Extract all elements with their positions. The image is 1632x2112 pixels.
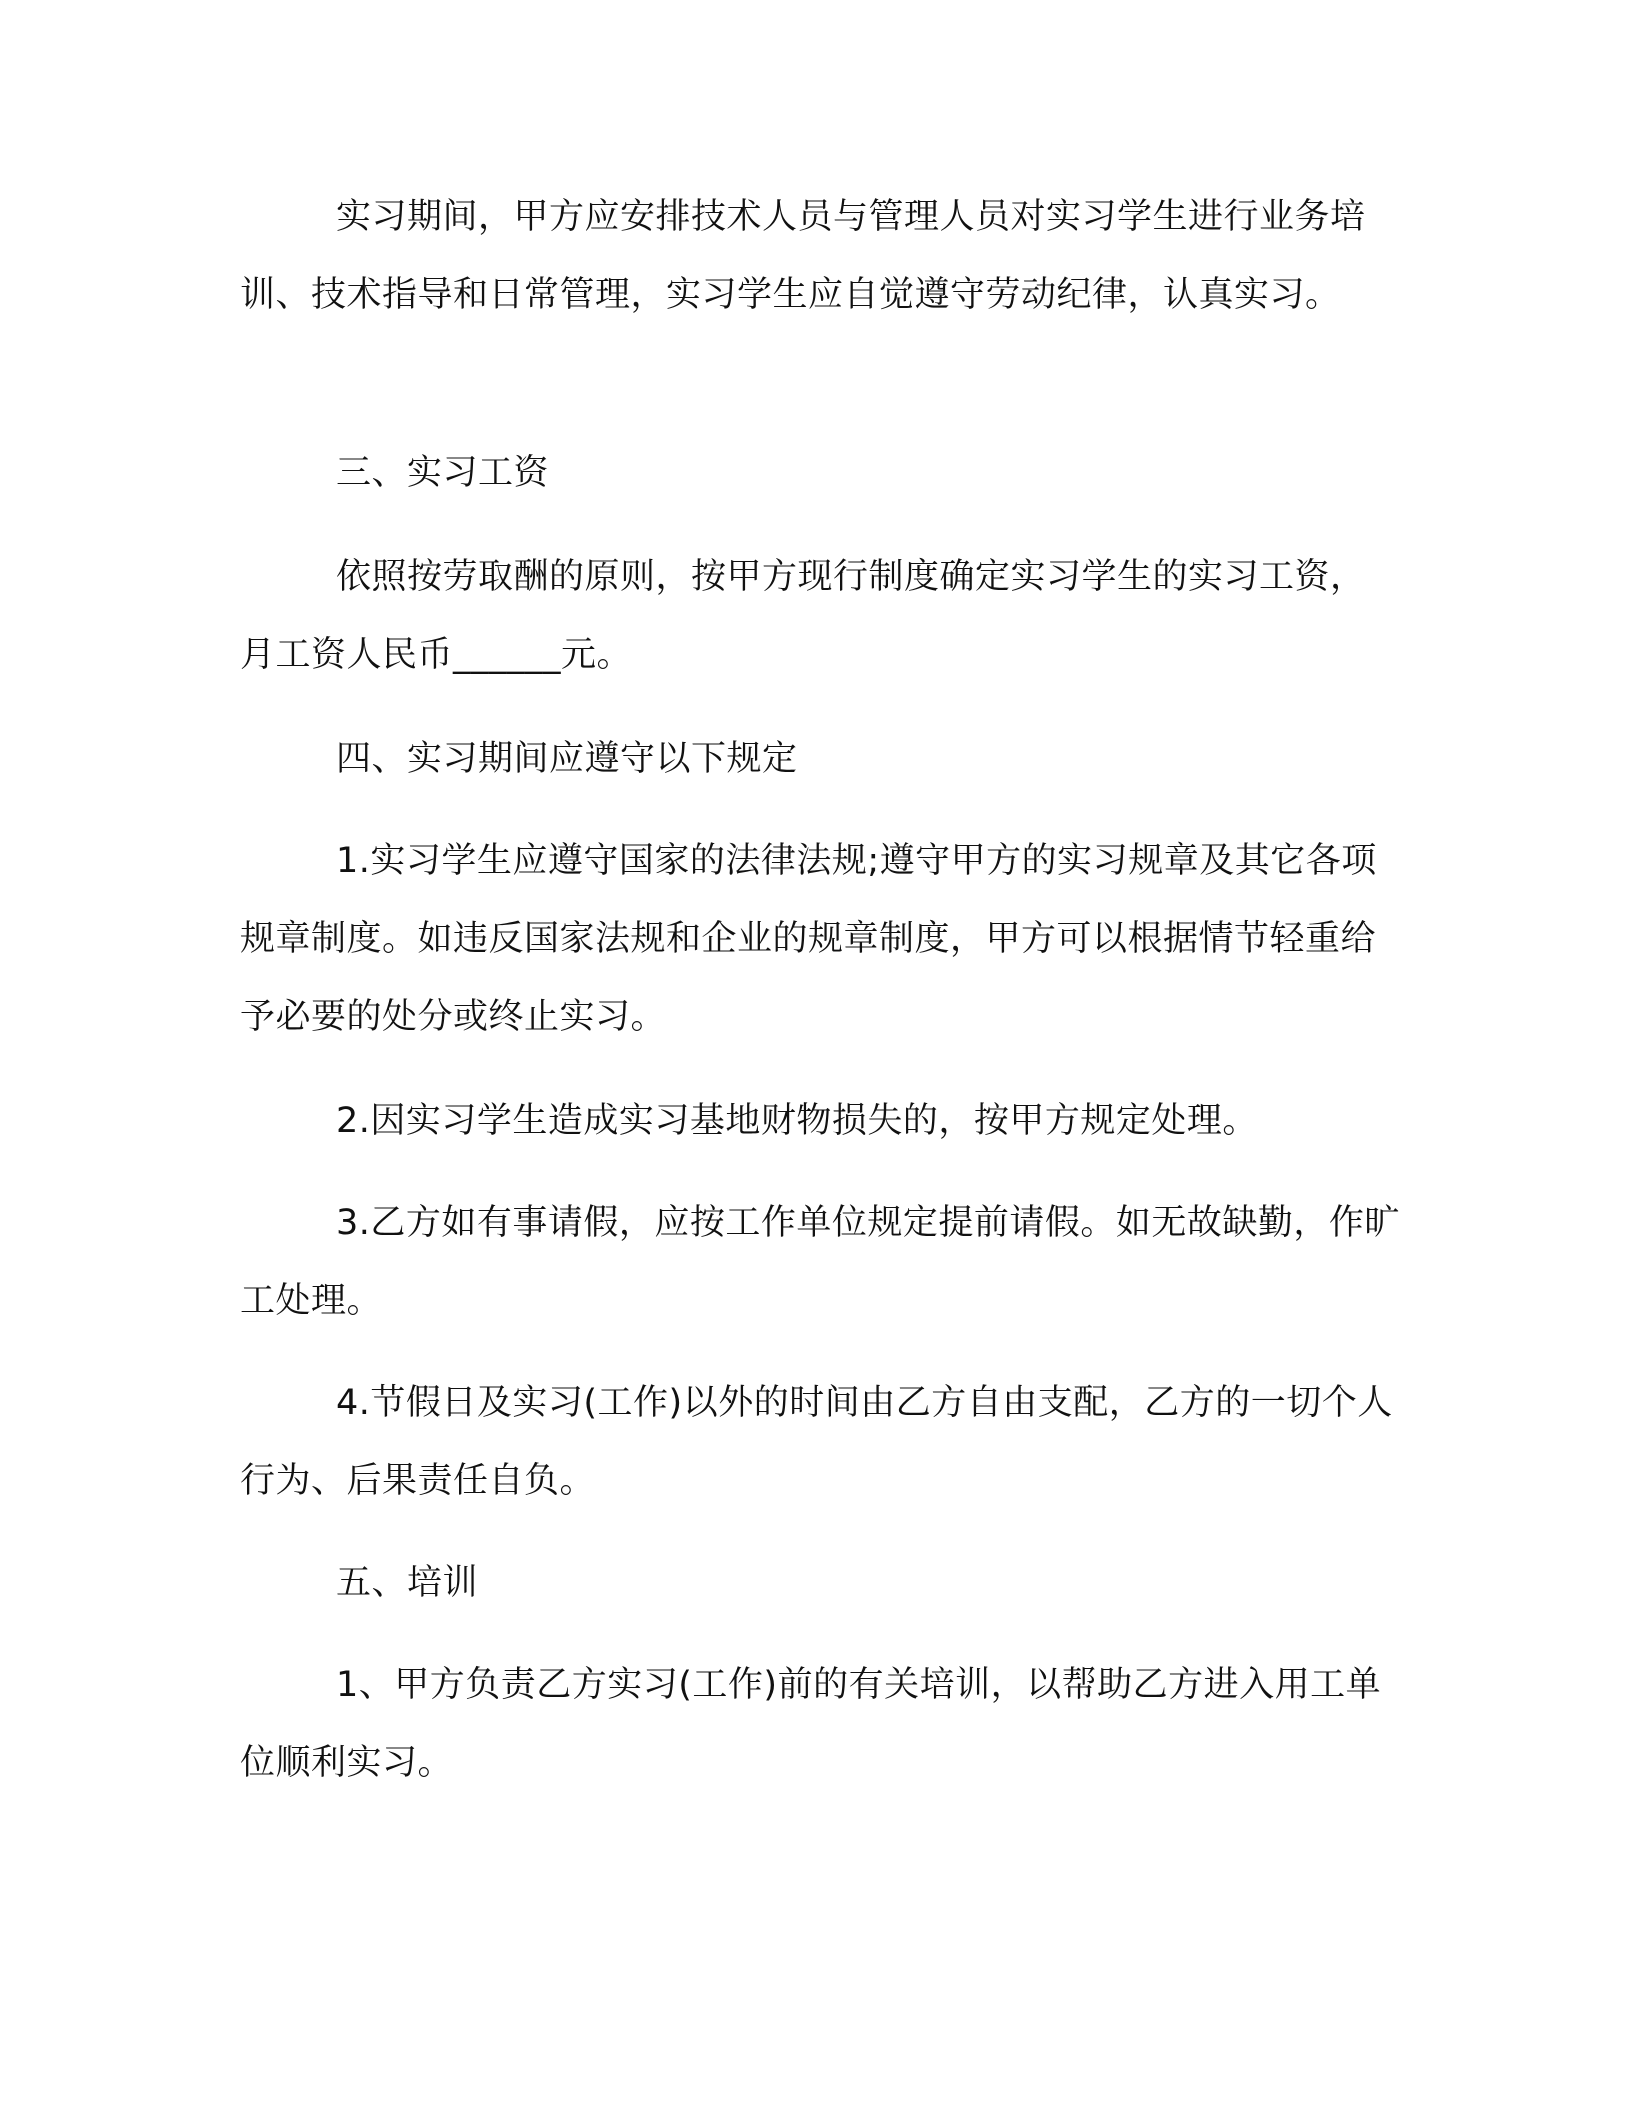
paragraph-internship-management: 实习期间，甲方应安排技术人员与管理人员对实习学生进行业务培训、技术指导和日常管理，实习学生应自觉遵守劳动纪律，认真实习。 xyxy=(240,197,1366,315)
paragraph-rule-4: 4.节假日及实习(工作)以外的时间由乙方自由支配，乙方的一切个人行为、后果责任自负。 xyxy=(240,1383,1393,1501)
section-heading-rules: 四、实习期间应遵守以下规定 xyxy=(336,739,798,779)
paragraph-rule-3: 3.乙方如有事请假，应按工作单位规定提前请假。如无故缺勤，作旷工处理。 xyxy=(240,1203,1400,1321)
paragraph-training-1: 1、甲方负责乙方实习(工作)前的有关培训，以帮助乙方进入用工单位顺利实习。 xyxy=(240,1665,1382,1783)
paragraph-wages: 依照按劳取酬的原则，按甲方现行制度确定实习学生的实习工资，月工资人民币______元。 xyxy=(240,557,1366,675)
section-heading-training: 五、培训 xyxy=(336,1563,479,1603)
section-heading-wages: 三、实习工资 xyxy=(336,453,550,493)
paragraph-rule-1: 1.实习学生应遵守国家的法律法规;遵守甲方的实习规章及其它各项规章制度。如违反国家法规和企业的规章制度，甲方可以根据情节轻重给予必要的处分或终止实习。 xyxy=(240,841,1377,1037)
paragraph-rule-2: 2.因实习学生造成实习基地财物损失的，按甲方规定处理。 xyxy=(336,1101,1258,1141)
